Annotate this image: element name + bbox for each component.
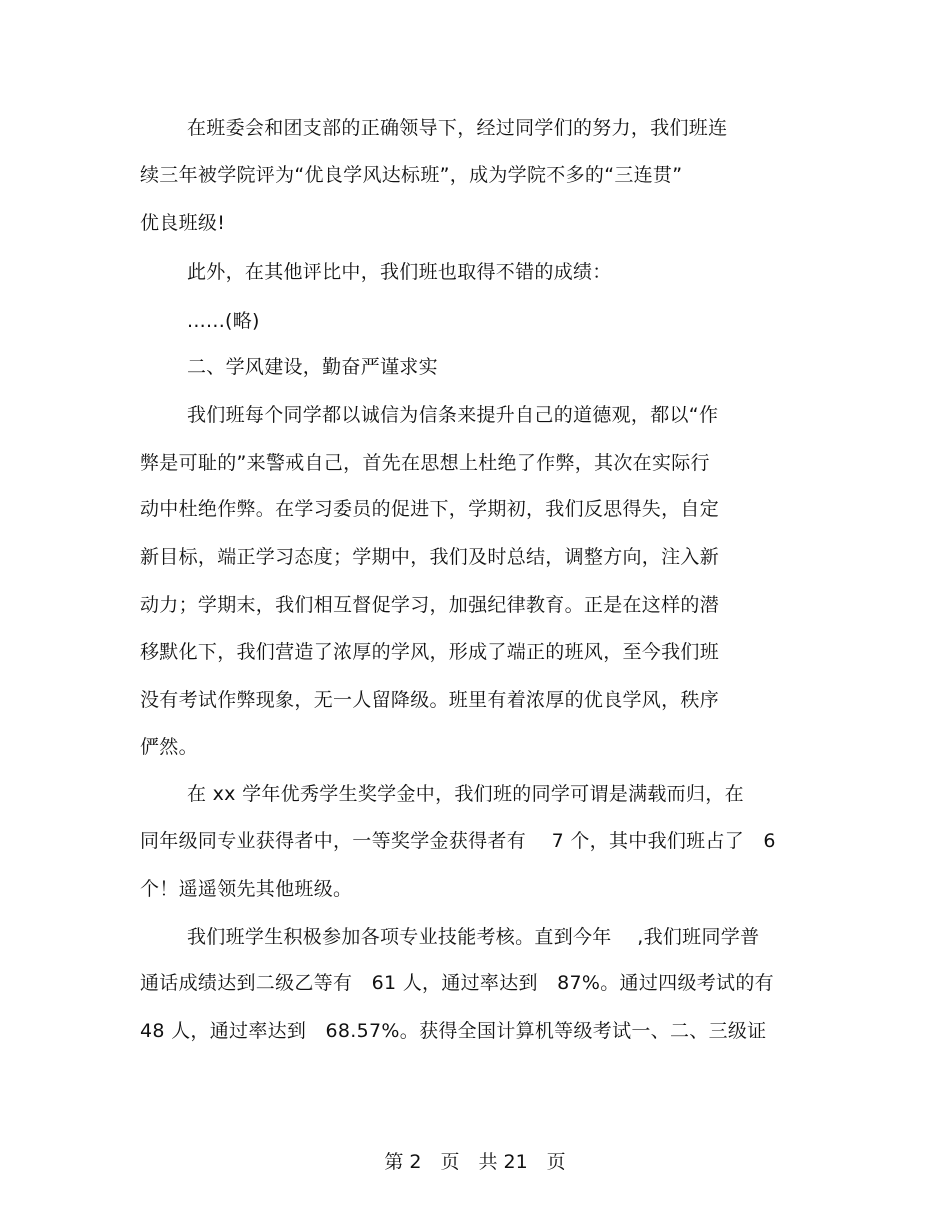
- section-heading: 二、学风建设，勤奋严谨求实: [187, 356, 438, 378]
- paragraph-line: 俨然。: [140, 736, 198, 758]
- paragraph-line: 我们班学生积极参加各项专业技能考核。直到今年 ,我们班同学普: [187, 926, 760, 948]
- paragraph-line: 通话成绩达到二级乙等有 61 人，通过率达到 87%。通过四级考试的有: [140, 972, 774, 994]
- paragraph-line: 个！遥遥领先其他班级。: [140, 878, 353, 900]
- paragraph-line: 新目标，端正学习态度；学期中，我们及时总结，调整方向，注入新: [140, 546, 720, 568]
- paragraph-line: 移默化下，我们营造了浓厚的学风，形成了端正的班风，至今我们班: [140, 641, 720, 663]
- paragraph-line: ......(略): [187, 310, 260, 332]
- paragraph-line: 续三年被学院评为“优良学风达标班”，成为学院不多的“三连贯”: [140, 164, 683, 186]
- paragraph-line: 动中杜绝作弊。在学习委员的促进下，学期初，我们反思得失，自定: [140, 498, 720, 520]
- paragraph-line: 我们班每个同学都以诚信为信条来提升自己的道德观，都以“作: [187, 404, 719, 426]
- paragraph-line: 48 人，通过率达到 68.57%。获得全国计算机等级考试一、二、三级证: [140, 1020, 767, 1042]
- paragraph-line: 没有考试作弊现象，无一人留降级。班里有着浓厚的优良学风，秩序: [140, 689, 720, 711]
- page-number-footer: 第 2 页 共 21 页: [384, 1151, 566, 1173]
- paragraph-line: 在 xx 学年优秀学生奖学金中，我们班的同学可谓是满载而归，在: [187, 783, 744, 805]
- paragraph-line: 在班委会和团支部的正确领导下，经过同学们的努力，我们班连: [187, 117, 728, 139]
- paragraph-line: 同年级同专业获得者中，一等奖学金获得者有 7 个，其中我们班占了 6: [140, 830, 776, 852]
- paragraph-line: 此外，在其他评比中，我们班也取得不错的成绩：: [187, 261, 612, 283]
- paragraph-line: 优良班级!: [140, 212, 226, 234]
- paragraph-line: 弊是可耻的”来警戒自己，首先在思想上杜绝了作弊，其次在实际行: [140, 452, 710, 474]
- paragraph-line: 动力；学期末，我们相互督促学习，加强纪律教育。正是在这样的潜: [140, 594, 720, 616]
